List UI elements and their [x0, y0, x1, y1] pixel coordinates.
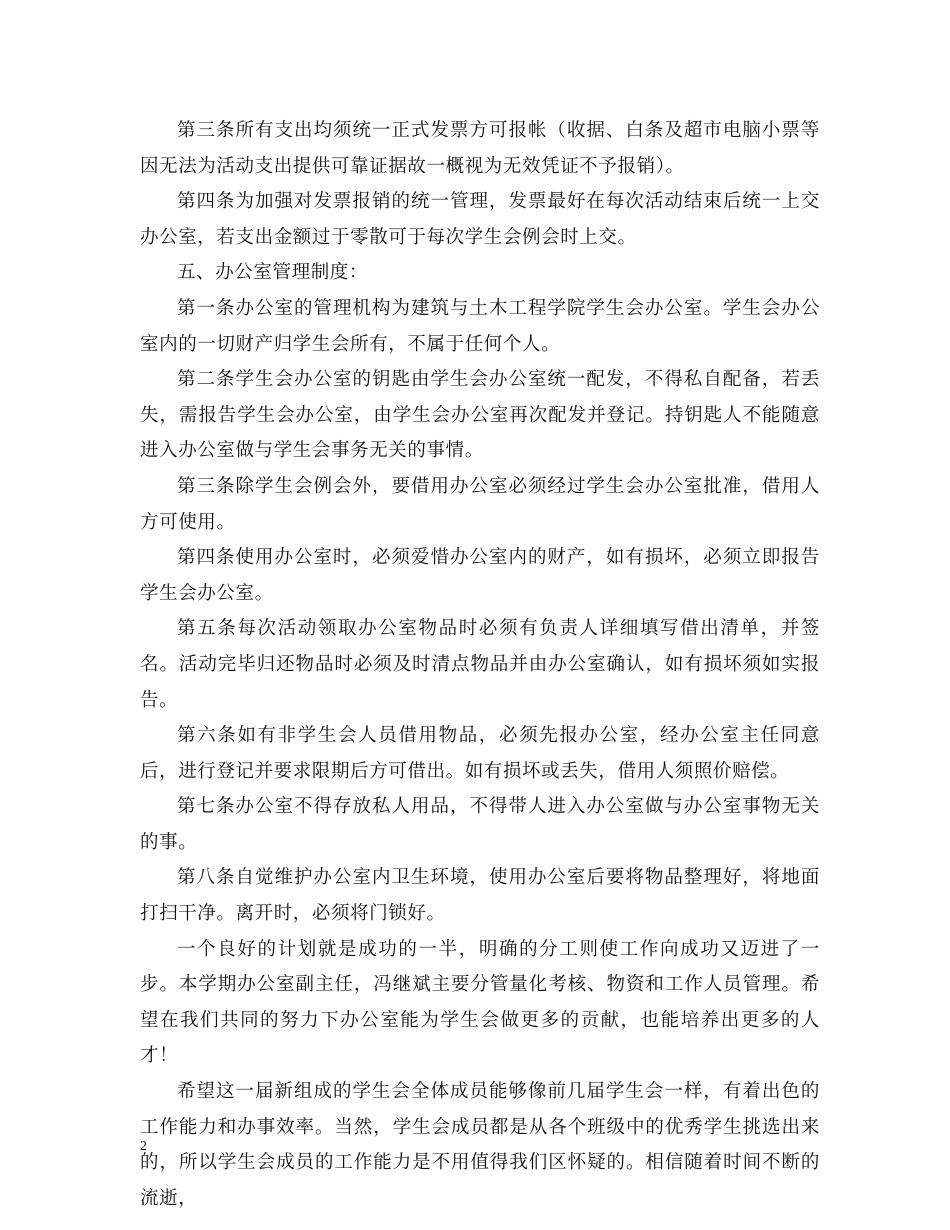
paragraph-office-article-6: 第六条如有非学生会人员借用物品，必须先报办公室，经办公室主任同意后，进行登记并要求限期后方可借出。如有损坏或丢失，借用人须照价赔偿。 — [140, 725, 820, 782]
paragraph-article-3-receipts: 第三条所有支出均须统一正式发票方可报帐（收据、白条及超市电脑小票等因无法为活动支出提供可靠证据故一概视为无效凭证不予报销）。 — [140, 120, 820, 177]
paragraph-office-article-2: 第二条学生会办公室的钥匙由学生会办公室统一配发，不得私自配备，若丢失，需报告学生会办公室，由学生会办公室再次配发并登记。持钥匙人不能随意进入办公室做与学生会事务无关的事情。 — [140, 369, 820, 462]
paragraph-article-4-invoices: 第四条为加强对发票报销的统一管理，发票最好在每次活动结束后统一上交办公室，若支出金额过于零散可于每次学生会例会时上交。 — [140, 191, 820, 248]
paragraph-office-article-7: 第七条办公室不得存放私人用品，不得带人进入办公室做与办公室事物无关的事。 — [140, 796, 820, 853]
paragraph-office-article-1: 第一条办公室的管理机构为建筑与土木工程学院学生会办公室。学生会办公室内的一切财产归学生会所有，不属于任何个人。 — [140, 297, 820, 355]
paragraph-office-article-4: 第四条使用办公室时，必须爱惜办公室内的财产，如有损坏，必须立即报告学生会办公室。 — [140, 547, 820, 604]
page-number: 2 — [140, 1139, 147, 1154]
paragraph-office-article-8: 第八条自觉维护办公室内卫生环境，使用办公室后要将物品整理好，将地面打扫干净。离开时，必须将门锁好。 — [140, 867, 820, 925]
paragraph-closing-hopes: 希望这一届新组成的学生会全体成员能够像前几届学生会一样，有着出色的工作能力和办事效率。当然，学生会成员都是从各个班级中的优秀学生挑选出来的，所以学生会成员的工作能力是不用值得我们区怀疑的。相信随着时间不断的流逝， — [140, 1081, 820, 1209]
section-heading-office-rules: 五、办公室管理制度： — [177, 262, 369, 284]
paragraph-office-article-5: 第五条每次活动领取办公室物品时必须有负责人详细填写借出清单，并签名。活动完毕归还物品时必须及时清点物品并由办公室确认，如有损坏须如实报告。 — [140, 618, 820, 711]
paragraph-office-article-3: 第三条除学生会例会外，要借用办公室必须经过学生会办公室批准，借用人方可使用。 — [140, 475, 820, 533]
paragraph-plan-summary: 一个良好的计划就是成功的一半，明确的分工则使工作向成功又迈进了一步。本学期办公室副主任，冯继斌主要分管量化考核、物资和工作人员管理。希望在我们共同的努力下办公室能为学生会做更多的贡献，也能培养出更多的人才！ — [140, 938, 820, 1067]
document-body — [140, 113, 820, 1216]
